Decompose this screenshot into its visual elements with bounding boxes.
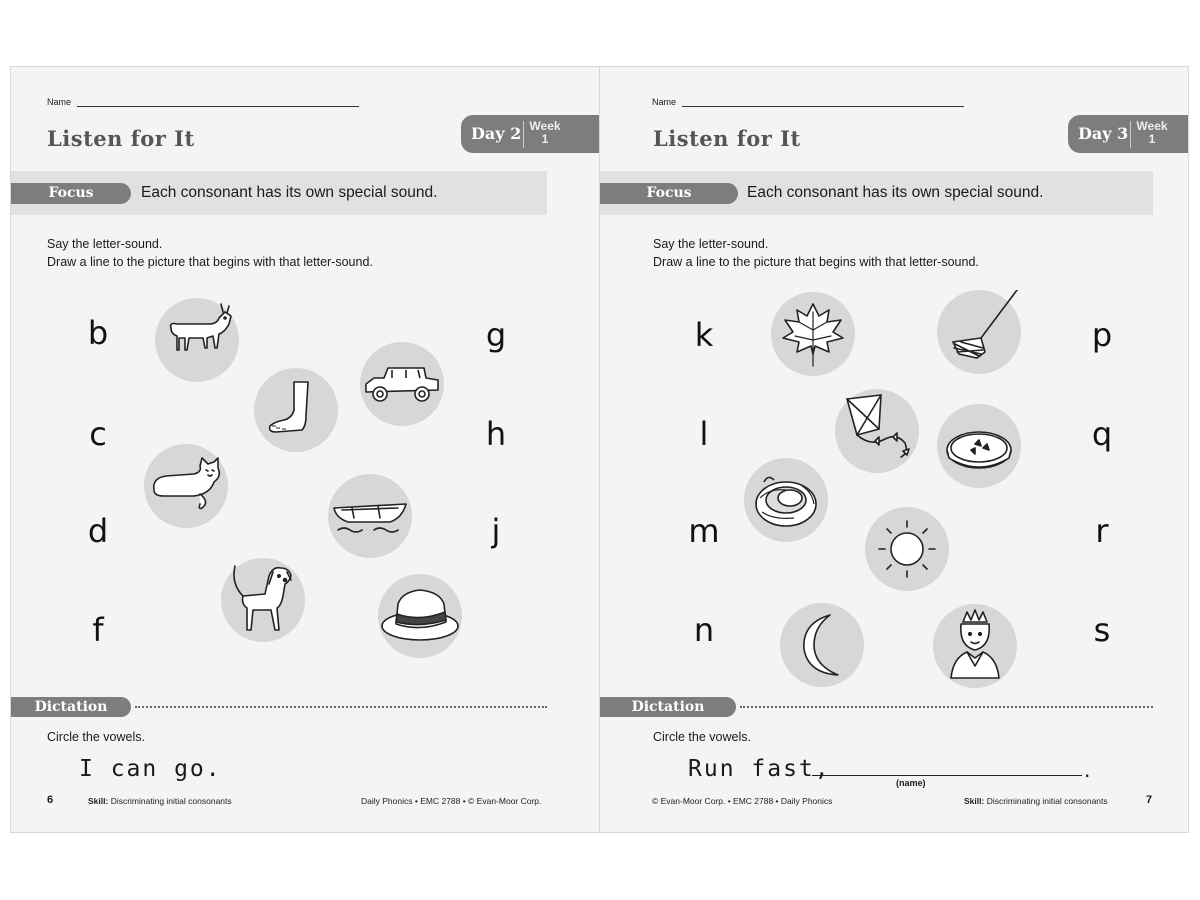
- nest-picture[interactable]: [744, 458, 828, 542]
- hat-picture[interactable]: [378, 574, 462, 658]
- instruction-draw: Draw a line to the picture that begins with that letter-sound.: [653, 255, 979, 269]
- letter-h: h: [485, 415, 507, 453]
- tab-divider: [1130, 121, 1131, 148]
- skill-text: Discriminating initial consonants: [986, 796, 1108, 806]
- jeep-icon: [360, 342, 444, 426]
- focus-label: Focus: [11, 183, 131, 204]
- letter-r: r: [1095, 512, 1109, 550]
- dog-icon: [221, 558, 305, 642]
- week-number: 1: [1148, 132, 1156, 146]
- worksheet-page-left: [11, 67, 599, 832]
- letter-m: m: [688, 512, 720, 550]
- sun-icon: [865, 507, 949, 591]
- rake-icon: [937, 290, 1021, 374]
- goat-icon: [155, 298, 239, 382]
- letter-l: l: [699, 415, 709, 453]
- name-line: [682, 106, 964, 107]
- boat-icon: [328, 474, 412, 558]
- rake-picture[interactable]: [937, 290, 1021, 374]
- tab-divider: [523, 121, 524, 148]
- instruction-draw: Draw a line to the picture that begins with that letter-sound.: [47, 255, 373, 269]
- dictation-instruction: Circle the vowels.: [47, 730, 145, 744]
- focus-text: Each consonant has its own special sound.: [141, 184, 438, 201]
- dog-picture[interactable]: [221, 558, 305, 642]
- dictation-instruction: Circle the vowels.: [653, 730, 751, 744]
- skill-label: Skill:: [964, 796, 985, 806]
- week-number: 1: [541, 132, 549, 146]
- pie-icon: [937, 404, 1021, 488]
- instruction-say: Say the letter-sound.: [653, 237, 769, 251]
- page-number: 6: [47, 794, 54, 806]
- skill-text: Discriminating initial consonants: [110, 796, 232, 806]
- dictation-sentence: I can go.: [79, 756, 222, 782]
- name-blank-line[interactable]: [812, 775, 1082, 776]
- foot-picture[interactable]: [254, 368, 338, 452]
- letter-f: f: [92, 611, 104, 649]
- sentence-period: .: [1084, 756, 1091, 782]
- letter-g: g: [485, 316, 507, 354]
- foot-icon: [254, 368, 338, 452]
- boat-picture[interactable]: [328, 474, 412, 558]
- goat-picture[interactable]: [155, 298, 239, 382]
- moon-icon: [780, 603, 864, 687]
- page-title: Listen for It: [653, 126, 801, 151]
- focus-label: Focus: [600, 183, 738, 204]
- letter-n: n: [693, 611, 715, 649]
- day-label: Day 2: [471, 124, 522, 143]
- instruction-say: Say the letter-sound.: [47, 237, 163, 251]
- dictation-sentence: Run fast,: [688, 756, 831, 782]
- nest-icon: [744, 458, 828, 542]
- footer-credit: Daily Phonics • EMC 2788 • © Evan-Moor Corp.: [361, 796, 542, 806]
- jeep-picture[interactable]: [360, 342, 444, 426]
- day-week-tab: [461, 115, 599, 153]
- pie-picture[interactable]: [937, 404, 1021, 488]
- leaf-icon: [771, 292, 855, 376]
- kite-icon: [835, 389, 919, 473]
- hat-icon: [378, 574, 462, 658]
- footer-credit: © Evan-Moor Corp. • EMC 2788 • Daily Phonics: [652, 796, 833, 806]
- name-label: Name: [47, 97, 72, 107]
- skill-footer: [88, 796, 232, 806]
- week-label: Week: [529, 119, 561, 133]
- dictation-divider: [740, 706, 1153, 708]
- focus-text: Each consonant has its own special sound.: [747, 184, 1044, 201]
- page-number: 7: [1146, 794, 1153, 806]
- cat-picture[interactable]: [144, 444, 228, 528]
- letter-q: q: [1091, 415, 1113, 453]
- sun-picture[interactable]: [865, 507, 949, 591]
- letter-p: p: [1091, 316, 1113, 354]
- letter-b: b: [87, 314, 109, 352]
- queen-picture[interactable]: [933, 604, 1017, 688]
- page-title: Listen for It: [47, 126, 195, 151]
- skill-footer: [964, 796, 1108, 806]
- dictation-label: Dictation: [11, 697, 131, 717]
- dictation-divider: [135, 706, 547, 708]
- name-line: [77, 106, 359, 107]
- dictation-label: Dictation: [600, 697, 736, 717]
- day-label: Day 3: [1078, 124, 1129, 143]
- day-week-tab: [1068, 115, 1188, 153]
- worksheet-page-right: [600, 67, 1188, 832]
- skill-label: Skill:: [88, 796, 109, 806]
- week-label: Week: [1136, 119, 1168, 133]
- kite-picture[interactable]: [835, 389, 919, 473]
- queen-icon: [933, 604, 1017, 688]
- letter-s: s: [1093, 611, 1111, 649]
- cat-icon: [144, 444, 228, 528]
- leaf-picture[interactable]: [771, 292, 855, 376]
- letter-k: k: [694, 316, 714, 354]
- name-label: Name: [652, 97, 677, 107]
- moon-picture[interactable]: [780, 603, 864, 687]
- letter-c: c: [89, 415, 107, 453]
- letter-j: j: [491, 512, 501, 550]
- name-blank-label: (name): [896, 778, 926, 788]
- letter-d: d: [87, 512, 109, 550]
